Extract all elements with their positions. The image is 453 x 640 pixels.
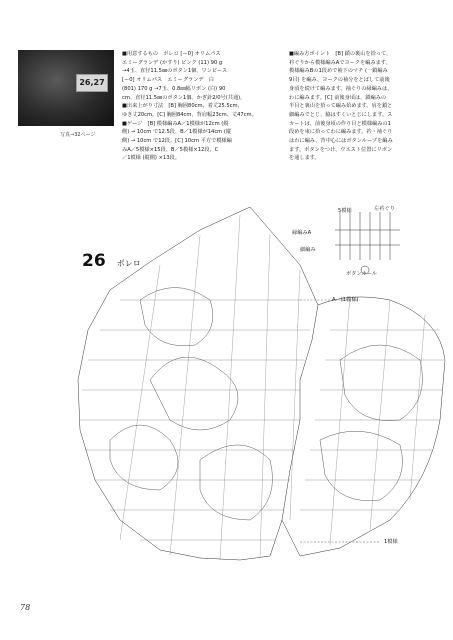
instructions-line: 細編みでとじ、脇はすくいとじにします。ス — [289, 111, 393, 118]
materials-line: cm、直径11.5㎜のボタン1個。かぎ針2/0号(共通)。 — [122, 94, 246, 101]
edging-detail — [340, 212, 390, 260]
materials-line: みA／5模様×15段、B／5模様×12段、C — [122, 146, 219, 153]
label-button-loop: ボタンホール — [346, 271, 378, 277]
materials-line: [ー0] オリムパス エミーグランデ 白 — [122, 77, 214, 84]
instructions-line: 9目) を編み、ヨークの袖分をとばして前後 — [289, 77, 390, 84]
materials-line: ■用意するもの ボレロ [ー0] オリムパス — [122, 51, 221, 57]
materials-line: ■ゲージ [B] 模様編みA／1模様が12cm (縦 — [122, 120, 229, 127]
instructions-line: ます。ボタンをつけ、ウエスト位置にリボン — [289, 146, 393, 153]
instructions-line: を通します。 — [289, 155, 320, 162]
materials-line: (801) 170 g →7玉、0.8㎜幅リボン (白) 90 — [122, 85, 226, 92]
instructions-line: ■編み方ポイント [B] 鎖の裏山を拾って、 — [289, 51, 392, 57]
instructions-line: 衿ぐりから模様編みAでヨークを編みます。 — [289, 59, 391, 66]
instructions-line: 半目と裏山を拾って編み始めます。肩を鎖と — [289, 103, 393, 110]
pattern-number: 26 — [82, 251, 106, 271]
label-pattern-a: A (1模様) — [332, 297, 359, 303]
label-bottom-note: 1模様 — [384, 539, 398, 545]
label-left-edging: 左衿ぐり — [374, 206, 395, 212]
materials-line: ゆき丈20cm。[C] 胸囲84cm、背肩幅23cm、丈47cm。 — [122, 111, 257, 118]
page-number: 78 — [20, 603, 31, 612]
instructions-line: カートは、前後身頃の作り目と模様編みの1 — [289, 120, 391, 127]
instructions-line: わに編みます。[C] 前後身頃は、鎖編みの — [289, 94, 387, 101]
materials-line: →4玉、直径11.5㎜のボタン1個。ワンピース — [122, 68, 228, 75]
label-edging-a: 縁編みA — [292, 230, 312, 236]
instructions-line: 段めを束に拾ってわに編みます。衿・袖ぐり — [289, 129, 393, 136]
instructions-line: 模様編みBの1段めで袖下のマチ (一鎖編み — [289, 68, 388, 75]
materials-line: 側) → 10cm で12段。[C] 10cm 平方で模様編 — [122, 138, 232, 145]
photo-caption: 写真→32ページ — [60, 132, 96, 138]
skirt-outline — [282, 297, 445, 556]
instructions-line: はわに編み、背中心にはボタンループを編み — [289, 138, 393, 145]
photo-number-stamp: 26,27 — [76, 74, 108, 92]
materials-line: エミーグランデ (かすり) ピンク (11) 90 g — [122, 59, 223, 66]
label-single-crochet: 細編み — [300, 247, 316, 253]
instructions-line: 身頃を続けて編みます。袖ぐりの縁編みは、 — [289, 85, 393, 92]
pattern-name: ボレロ — [116, 259, 141, 268]
materials-line: 側) → 10cm で12.5段、B／1模様が14cm (縦 — [122, 129, 232, 136]
materials-line: ／1模様 (縦側) ×13段。 — [122, 155, 180, 162]
pattern-title — [82, 251, 141, 271]
materials-line: ■出来上がり寸法 [B] 胸囲80cm、着丈25.5cm、 — [122, 103, 243, 110]
label-repeat-note: 5模様 — [338, 208, 352, 214]
